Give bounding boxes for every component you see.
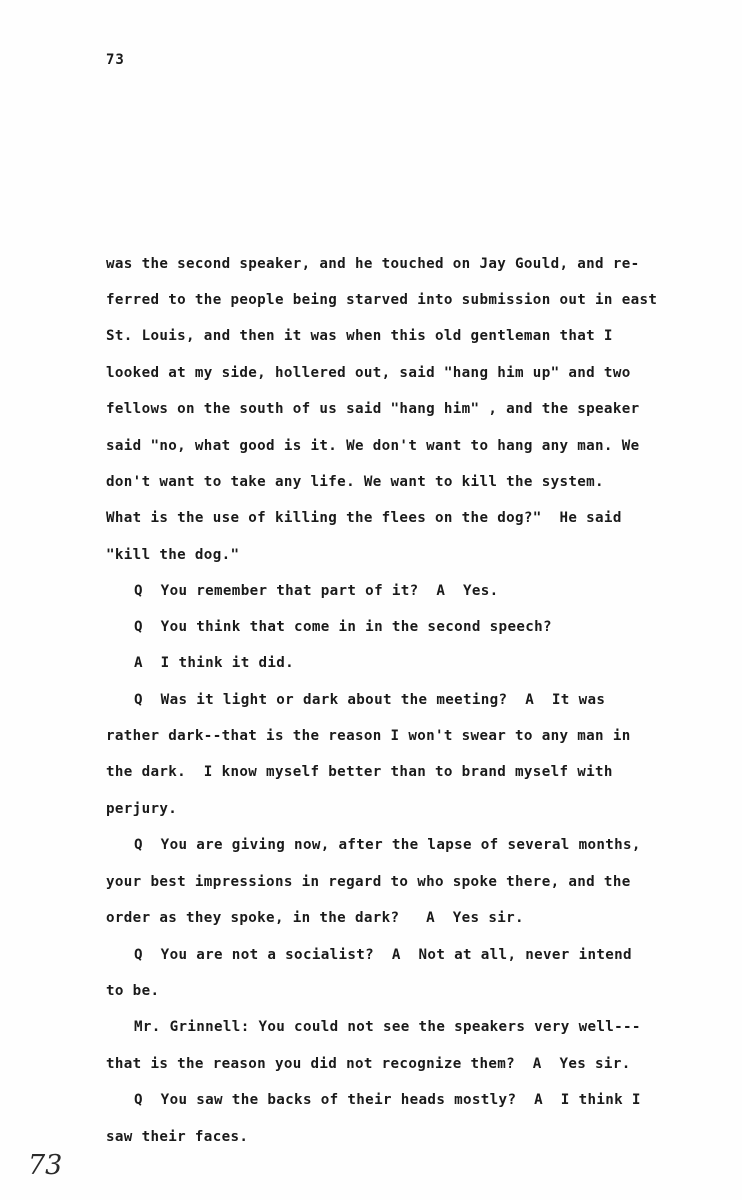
text-line: Q Was it light or dark about the meeting? A It was xyxy=(134,692,606,708)
text-line: don't want to take any life. We want to kill the system. xyxy=(106,474,604,490)
text-line: St. Louis, and then it was when this old gentleman that I xyxy=(106,328,613,344)
text-line: A I think it did. xyxy=(134,655,295,671)
text-line: Mr. Grinnell: You could not see the speakers very well--- xyxy=(134,1019,641,1035)
text-line: to be. xyxy=(106,983,160,999)
text-line: looked at my side, hollered out, said "hang him up" and two xyxy=(106,365,631,381)
text-line: What is the use of killing the flees on the dog?" He said xyxy=(106,510,622,526)
text-line: your best impressions in regard to who spoke there, and the xyxy=(106,874,631,890)
text-line: said "no, what good is it. We don't want to hang any man. We xyxy=(106,438,640,454)
text-line: Q You remember that part of it? A Yes. xyxy=(134,583,499,599)
text-line: fellows on the south of us said "hang him" , and the speaker xyxy=(106,401,640,417)
text-line: "kill the dog." xyxy=(106,547,240,563)
text-line: order as they spoke, in the dark? A Yes sir. xyxy=(106,910,524,926)
text-line: ferred to the people being starved into submission out in east xyxy=(106,292,658,308)
text-line: that is the reason you did not recognize them? A Yes sir. xyxy=(106,1056,631,1072)
text-line: Q You are giving now, after the lapse of several months, xyxy=(134,837,641,853)
text-line: Q You are not a socialist? A Not at all, never intend xyxy=(134,947,632,963)
text-line: perjury. xyxy=(106,801,178,817)
text-line: Q You saw the backs of their heads mostly? A I think I xyxy=(134,1092,641,1108)
text-line: Q You think that come in in the second speech? xyxy=(134,619,552,635)
text-line: rather dark--that is the reason I won't swear to any man in xyxy=(106,728,631,744)
text-line: saw their faces. xyxy=(106,1129,249,1145)
text-line: was the second speaker, and he touched on Jay Gould, and re- xyxy=(106,256,640,272)
handwritten-page-number: 73 xyxy=(28,1150,63,1181)
text-line: the dark. I know myself better than to brand myself with xyxy=(106,764,613,780)
page-number: 73 xyxy=(106,52,125,68)
